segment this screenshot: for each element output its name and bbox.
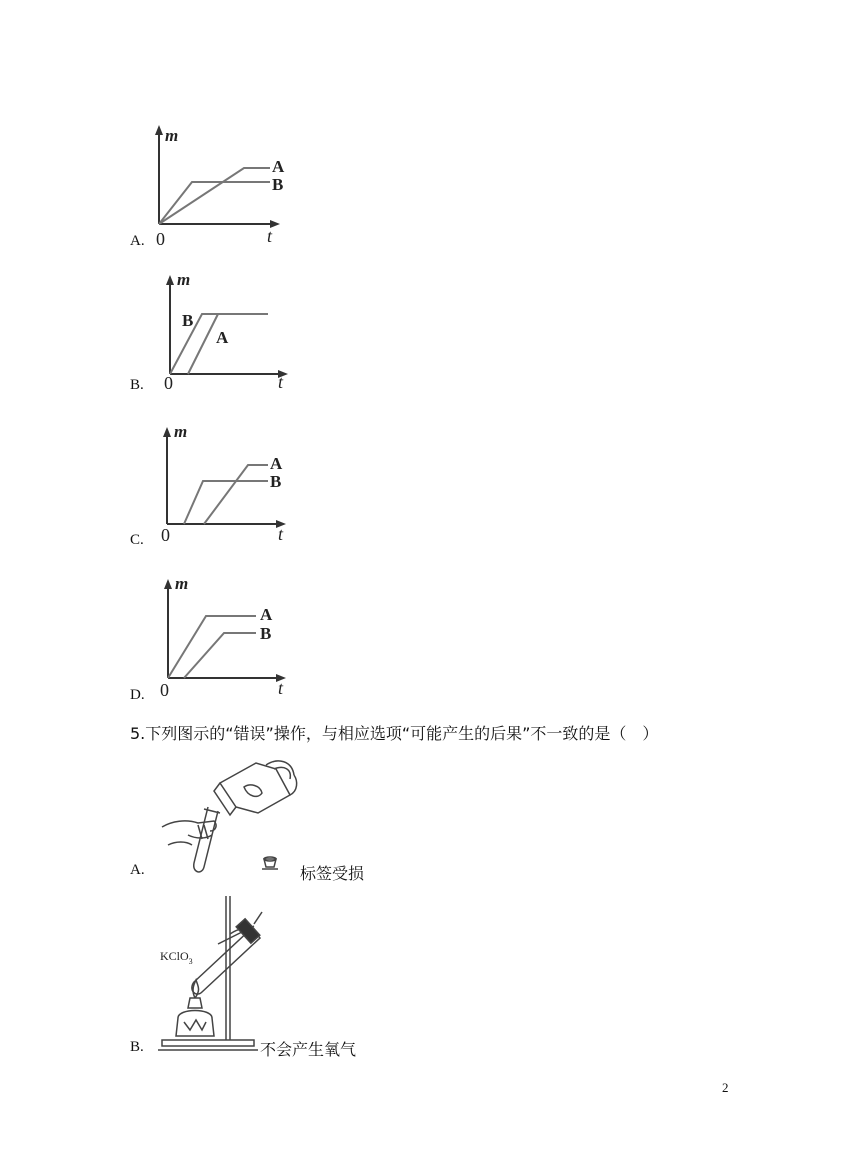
option-letter: B. xyxy=(130,377,144,393)
line-label-2: B xyxy=(260,624,272,643)
page-number: 2 xyxy=(722,1080,729,1095)
option-letter: C. xyxy=(130,532,144,548)
kclo3-label: KClO$_3$ xyxy=(160,949,193,966)
line-label-1: A xyxy=(270,454,283,473)
line-label-2: B xyxy=(270,472,282,491)
y-axis-label: m xyxy=(177,270,191,289)
x-axis-label: t xyxy=(278,372,284,392)
y-axis-arrow xyxy=(163,427,171,437)
y-axis-label: m xyxy=(174,422,188,441)
question-5-text: 5.下列图示的“错误”操作，与相应选项“可能产生的后果”不一致的是（ ） xyxy=(130,724,659,743)
line-a xyxy=(159,168,270,224)
y-axis-arrow xyxy=(164,579,172,589)
origin-label: 0 xyxy=(160,680,169,700)
x-axis-label: t xyxy=(267,226,273,246)
x-axis-label: t xyxy=(278,524,284,544)
line-graph xyxy=(150,120,310,250)
line-label-1: A xyxy=(260,605,273,624)
line-graph xyxy=(150,265,310,395)
option-caption: 不会产生氧气 xyxy=(260,1040,357,1059)
option-d-graph xyxy=(130,572,310,707)
line-label-2: B xyxy=(272,175,284,194)
option-caption: 标签受损 xyxy=(300,864,365,883)
origin-label: 0 xyxy=(161,525,170,545)
line-label-1: A xyxy=(272,157,285,176)
line-b xyxy=(184,481,268,524)
option-letter: A. xyxy=(130,233,145,249)
y-axis-arrow xyxy=(155,125,163,135)
bottle-stopper xyxy=(262,857,278,869)
x-axis-label: t xyxy=(278,678,284,698)
line-graph xyxy=(150,572,310,702)
line-b xyxy=(184,633,256,678)
option-letter: A. xyxy=(130,862,145,878)
option-letter: D. xyxy=(130,687,145,703)
line-a xyxy=(204,465,268,524)
origin-label: 0 xyxy=(164,373,173,393)
line-label-2: A xyxy=(216,328,229,347)
line-graph xyxy=(150,420,310,550)
question-5-option-b xyxy=(130,890,390,1062)
option-a-graph xyxy=(130,120,310,250)
option-b-graph xyxy=(130,265,310,395)
option-c-graph xyxy=(130,420,310,550)
y-axis-label: m xyxy=(165,126,179,145)
origin-label: 0 xyxy=(156,229,165,249)
y-axis-label: m xyxy=(175,574,189,593)
question-5-option-a xyxy=(130,755,390,885)
option-letter: B. xyxy=(130,1039,144,1055)
line-label-1: B xyxy=(182,311,194,330)
y-axis-arrow xyxy=(166,275,174,285)
